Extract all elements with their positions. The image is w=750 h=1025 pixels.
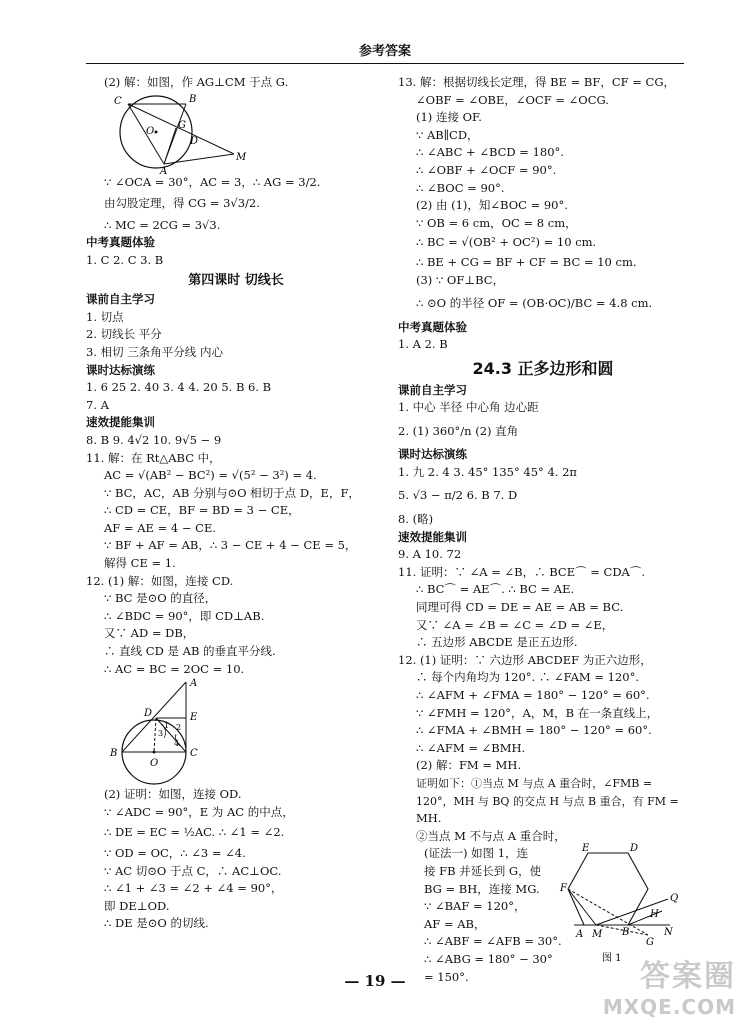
proof-text [424, 845, 574, 986]
text-line: ∠OBF = ∠OBE，∠OCF = ∠OCG. [416, 92, 609, 107]
text-line: AF = AB， [424, 916, 486, 931]
text-line: ∴ ∠OBF + ∠OCF = 90°. [416, 162, 557, 177]
text-line: ∵ ∠OCA = 30°，AC = 3，∴ AG = 3/2. [104, 174, 321, 189]
left-column [86, 74, 386, 933]
text-line: (3) ∵ OF⊥BC， [416, 272, 505, 287]
fig2-label: E [190, 712, 198, 724]
text-line: ∴ CD = CE，BF = BD = 3 − CE， [104, 503, 300, 518]
fig2-label: A [190, 678, 198, 690]
text-line: ∴ ∠AFM + ∠FMA = 180° − 120° = 60°. [416, 688, 650, 702]
fig2-label: C [190, 748, 198, 760]
text-line: 1. 中心 半径 中心角 边心距 [398, 400, 539, 415]
text-line: AF = AE = 4 − CE. [104, 520, 216, 535]
text-line: ∵ AB∥CD， [416, 127, 479, 142]
text-line: ∴ ∠ABF = ∠AFB = 30°. [424, 934, 562, 949]
text-line: 由勾股定理，得 CG = 3√3/2. [104, 196, 260, 211]
text-line: ∵ ∠ADC = 90°，E 为 AC 的中点， [104, 804, 294, 819]
text-line: AC = √(AB² − BC²) = √(5² − 3²) = 4. [104, 468, 317, 483]
chapter-title: 24.3 正多边形和圆 [472, 358, 614, 378]
fig1-label: M [236, 151, 247, 163]
text-line: 1. 切点 [86, 309, 124, 324]
text-line: 1. 九 2. 4 3. 45° 135° 45° 4. 2π [398, 464, 577, 479]
lesson-title: 第四课时 切线长 [188, 272, 284, 288]
fig2-label: 4 [174, 739, 180, 749]
fig3-label: A [576, 929, 584, 941]
fig2-label: O [150, 758, 159, 770]
text-line: (2) 解：如图，作 AG⊥CM 于点 G. [104, 75, 289, 89]
text-line: ∵ AC 切⊙O 于点 C，∴ AC⊥OC. [104, 863, 282, 878]
text-line: ∵ ∠FMH = 120°，A，M，B 在一条直线上， [416, 705, 659, 720]
text-line: 5. √3 − π/2 6. B 7. D [398, 488, 518, 503]
text-line: ∴ BC⌒ = AE⌒. ∴ BC = AE. [416, 582, 575, 597]
section-heading: 课前自主学习 [86, 292, 155, 307]
text-line: 7. A [86, 397, 109, 412]
text-line: 1. C 2. C 3. B [86, 252, 164, 267]
fig1-label: O [146, 125, 155, 137]
text-line: 又∵ ∠A = ∠B = ∠C = ∠D = ∠E， [416, 617, 614, 632]
text-line: ∵ OB = 6 cm，OC = 8 cm， [416, 215, 577, 230]
text-line: 11. 解：在 Rt△ABC 中， [86, 450, 221, 465]
fig1-label: A [160, 165, 168, 177]
text-line: 2. 切线长 平分 [86, 327, 162, 342]
text-line: 接 FB 并延长到 G，使 [424, 863, 542, 878]
text-line: ②当点 M 不与点 A 重合时， [416, 828, 566, 843]
text-line: BG = BH，连接 MG. [424, 881, 540, 896]
text-line: ∵ ∠BAF = 120°， [424, 899, 526, 914]
text-line: ∴ 直线 CD 是 AB 的垂直平分线. [104, 644, 276, 659]
text-line: ∴ ∠ABG = 180° − 30° [424, 951, 553, 966]
page-number: — 19 — [344, 972, 406, 990]
text-line: = 150°. [424, 969, 469, 984]
text-line: ∵ BC 是⊙O 的直径， [104, 591, 217, 606]
section-heading: 中考真题体验 [398, 319, 467, 334]
text-line: 又∵ AD = DB， [104, 626, 195, 641]
section-heading: 中考真题体验 [86, 235, 155, 250]
text-line: (1) 连接 OF. [416, 110, 482, 125]
fig2-label: B [110, 748, 118, 760]
text-line: ∵ BC，AC，AB 分别与⊙O 相切于点 D，E，F， [104, 485, 360, 500]
text-line: ∴ ∠BOC = 90°. [416, 180, 505, 195]
text-line: ∴ ∠FMA + ∠BMH = 180° − 120° = 60°. [416, 723, 652, 738]
fig2-label: 2 [176, 723, 182, 733]
text-line: 12. (1) 解：如图，连接 CD. [86, 573, 234, 588]
text-line: (2) 解：FM = MH. [416, 758, 522, 773]
text-line: ∵ BF + AF = AB，∴ 3 − CE + 4 − CE = 5， [104, 538, 357, 553]
fig3-label: G [646, 937, 654, 949]
header-title: 参考答案 [358, 44, 411, 59]
fig1-label: D [190, 135, 199, 147]
circle-figure-2 [104, 678, 244, 786]
text-line: ∴ ∠ABC + ∠BCD = 180°. [416, 145, 564, 160]
text-line: ∴ ∠BDC = 90°，即 CD⊥AB. [104, 608, 265, 623]
text-line: (证法一) 如图 1，连 [424, 846, 529, 861]
text-line: 8. (略) [398, 512, 434, 527]
text-line: ∴ ⊙O 的半径 OF = (OB·OC)/BC = 4.8 cm. [416, 296, 653, 311]
fig3-label: H [650, 909, 659, 921]
text-line: 1. A 2. B [398, 337, 448, 352]
text-line: ∴ ∠AFM = ∠BMH. [416, 740, 526, 755]
page-header [86, 40, 684, 64]
text-line: (2) 证明：如图，连接 OD. [104, 787, 242, 802]
text-line: 9. A 10. 72 [398, 547, 462, 562]
text-line: ∴ 每个内角均为 120°. ∴ ∠FAM = 120°. [416, 670, 639, 685]
text-line: ∴ BE + CG = BF + CF = BC = 10 cm. [416, 254, 637, 269]
text-line: MH. [416, 811, 442, 826]
fig3-label: B [622, 927, 630, 939]
fig1-label: G [178, 119, 186, 131]
text-line: ∵ OD = OC，∴ ∠3 = ∠4. [104, 846, 246, 860]
text-line: (2) 由 (1)，知∠BOC = 90°. [416, 198, 568, 213]
fig3-label: Q [670, 893, 679, 905]
text-line: 2. (1) 360°/n (2) 直角 [398, 423, 519, 438]
fig2-label: D [144, 708, 153, 720]
section-heading: 课前自主学习 [398, 382, 467, 397]
text-line: ∴ DE 是⊙O 的切线. [104, 916, 209, 931]
fig3-label: E [582, 843, 590, 855]
text-line: ∴ ∠1 + ∠3 = ∠2 + ∠4 = 90°， [104, 881, 283, 896]
section-heading: 速效提能集训 [86, 415, 155, 430]
text-line: ∴ DE = EC = ½AC. ∴ ∠1 = ∠2. [104, 825, 285, 840]
text-line: 8. B 9. 4√2 10. 9√5 − 9 [86, 432, 222, 447]
watermark [603, 951, 736, 1019]
right-column [398, 74, 688, 984]
text-line: 证明如下：①当点 M 与点 A 重合时，∠FMB = [416, 776, 653, 790]
text-line: ∴ BC = √(OB² + OC²) = 10 cm. [416, 235, 597, 250]
text-line: ∴ AC = BC = 2OC = 10. [104, 661, 245, 676]
text-line: 1. 6 25 2. 40 3. 4 4. 20 5. B 6. B [86, 380, 272, 395]
fig3-label: M [592, 929, 603, 941]
fig3-label: D [630, 843, 639, 855]
fig3-label: N [664, 927, 673, 939]
circle-figure-1 [104, 92, 264, 177]
text-line: 12. (1) 证明：∵ 六边形 ABCDEF 为正六边形， [398, 652, 652, 667]
text-line: ∴ 五边形 ABCDE 是正五边形. [416, 635, 578, 650]
text-line: 11. 证明：∵ ∠A = ∠B，∴ BCE⌒ = CDA⌒. [398, 564, 646, 579]
text-line: ∴ MC = 2CG = 3√3. [104, 217, 221, 232]
watermark-line: MXQE.COM [602, 995, 736, 1019]
fig2-label: 1 [164, 721, 170, 731]
text-line: 解得 CE = 1. [104, 556, 176, 571]
fig3-caption: 图 1 [602, 953, 622, 965]
fig1-label: C [114, 95, 122, 107]
section-heading: 速效提能集训 [398, 529, 467, 544]
text-line: 即 DE⊥OD. [104, 898, 170, 913]
fig3-label: F [560, 883, 567, 895]
watermark-line: 答案圈 [640, 959, 736, 994]
fig1-label: B [189, 93, 197, 105]
section-heading: 课时达标演练 [398, 447, 467, 462]
text-line: 13. 解：根据切线长定理，得 BE = BF，CF = CG， [398, 75, 676, 89]
fig2-label: 3 [158, 729, 164, 739]
text-line: 120°，MH 与 BQ 的交点 H 与点 B 重合，有 FM = [416, 794, 679, 808]
section-heading: 课时达标演练 [86, 362, 155, 377]
text-line: 同理可得 CD = DE = AE = AB = BC. [416, 600, 624, 615]
text-line: 3. 相切 三条角平分线 内心 [86, 344, 223, 359]
